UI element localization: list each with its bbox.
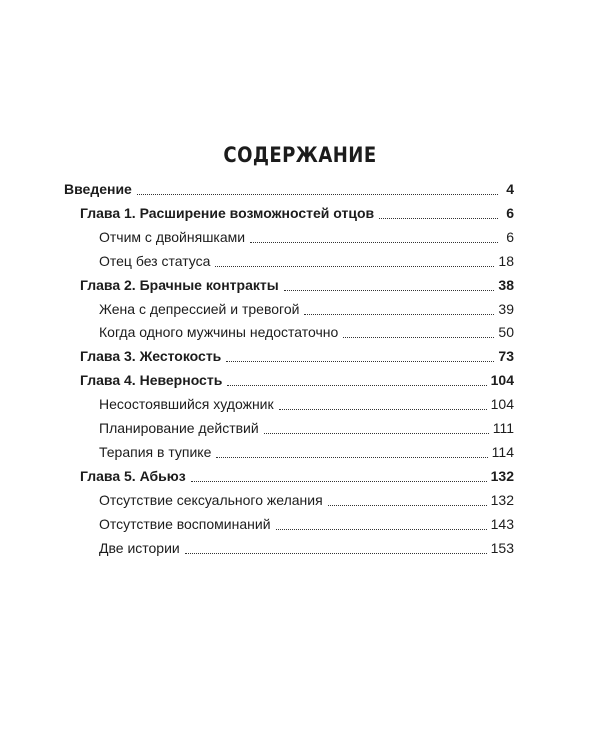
toc-chapter-entry xyxy=(80,274,514,296)
toc-entry-label: Введение xyxy=(64,181,132,197)
toc-page-number: 6 xyxy=(506,228,514,245)
toc-page-number: 111 xyxy=(492,420,514,436)
toc-subsection-entry xyxy=(99,321,514,343)
toc-entry-label: Глава 3. Жестокость xyxy=(80,348,222,365)
toc-chapter-entry xyxy=(80,369,514,391)
toc-page-number: 114 xyxy=(491,443,514,460)
toc-dot-leader xyxy=(304,313,494,315)
toc-page-number: 73 xyxy=(498,348,514,365)
page-title: СОДЕРЖАНИЕ xyxy=(223,143,377,167)
toc-dot-leader xyxy=(279,408,487,410)
toc-entry-label: Глава 4. Неверность xyxy=(80,372,223,389)
toc-page-number: 104 xyxy=(490,372,514,389)
toc-page-number: 153 xyxy=(490,539,514,556)
toc-dot-leader xyxy=(185,552,487,554)
toc-intro-entry xyxy=(64,178,514,200)
toc-entry-label: Жена с депрессией и тревогой xyxy=(99,300,300,317)
toc-page-number: 104 xyxy=(490,396,514,413)
toc-dot-leader xyxy=(227,384,486,386)
toc-page-number: 132 xyxy=(490,467,514,484)
toc-dot-leader xyxy=(250,241,498,243)
toc-entry-label: Отчим с двойняшками xyxy=(99,228,246,245)
toc-entry-label: Две истории xyxy=(99,539,180,556)
toc-dot-leader xyxy=(191,480,487,482)
toc-subsection-entry xyxy=(99,393,514,415)
toc-dot-leader xyxy=(264,432,489,434)
toc-entry-label: Отец без статуса xyxy=(99,252,211,269)
toc-entry-label: Глава 1. Расширение возможностей отцов xyxy=(80,204,375,221)
toc-entry-label: Глава 2. Брачные контракты xyxy=(80,276,279,293)
toc-dot-leader xyxy=(284,289,495,291)
toc-page-number: 18 xyxy=(498,252,514,269)
toc-page-number: 143 xyxy=(490,515,514,532)
toc-page-number: 38 xyxy=(498,276,514,293)
toc-entry-label: Несостоявшийся художник xyxy=(99,396,274,413)
toc-entry-label: Когда одного мужчины недостаточно xyxy=(99,324,339,341)
toc-page-number: 39 xyxy=(498,300,514,317)
toc-chapter-entry xyxy=(80,202,514,224)
toc-subsection-entry xyxy=(99,226,514,248)
toc-entry-label: Отсутствие сексуального желания xyxy=(99,491,323,508)
toc-page-number: 50 xyxy=(498,324,514,341)
toc-subsection-entry xyxy=(99,298,514,320)
toc-subsection-entry xyxy=(99,441,514,463)
toc-entry-label: Планирование действий xyxy=(99,420,259,436)
toc-chapter-entry xyxy=(80,465,514,487)
toc-page-number: 6 xyxy=(506,204,514,221)
toc-chapter-entry xyxy=(80,345,514,367)
toc-entry-label: Отсутствие воспоминаний xyxy=(99,515,271,532)
toc-dot-leader xyxy=(215,265,494,267)
toc-entry-label: Терапия в тупике xyxy=(99,443,212,460)
toc-subsection-entry xyxy=(99,250,514,272)
toc-page-number: 4 xyxy=(506,181,514,197)
toc-entry-label: Глава 5. Абьюз xyxy=(80,467,186,484)
toc-dot-leader xyxy=(137,193,498,195)
toc-dot-leader xyxy=(379,217,498,219)
toc-dot-leader xyxy=(226,360,494,362)
toc-subsection-entry xyxy=(99,417,514,439)
toc-dot-leader xyxy=(343,336,494,338)
toc-subsection-entry xyxy=(99,489,514,511)
toc-subsection-entry xyxy=(99,537,514,559)
toc-subsection-entry xyxy=(99,513,514,535)
toc-page-number: 132 xyxy=(490,491,514,508)
toc-dot-leader xyxy=(216,456,487,458)
toc-dot-leader xyxy=(328,504,487,506)
toc-dot-leader xyxy=(276,528,487,530)
